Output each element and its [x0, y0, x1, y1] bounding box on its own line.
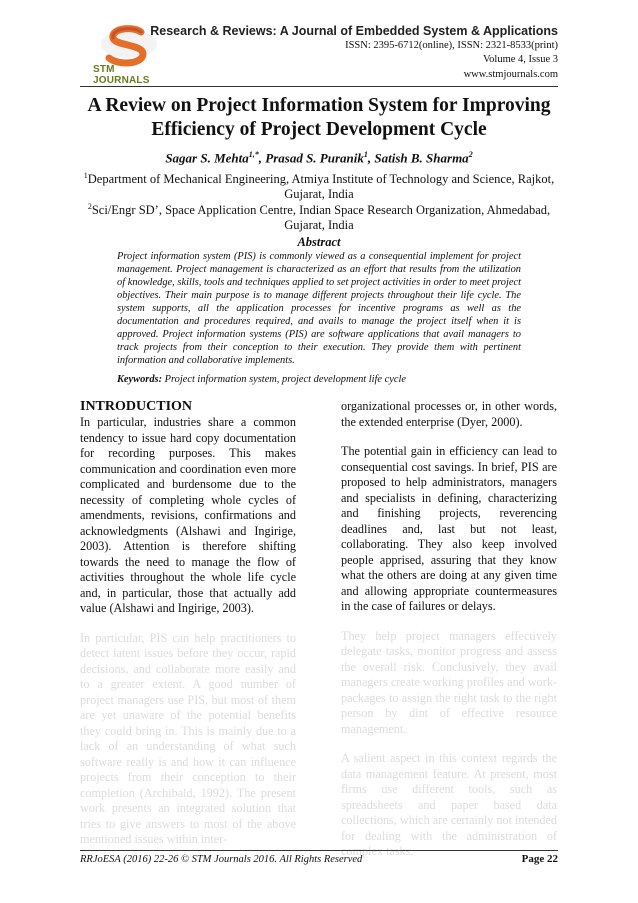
right-column [341, 399, 557, 860]
page-number: Page 22 [521, 853, 558, 865]
footer-citation: RRJoESA (2016) 22-26 © STM Journals 2016. All Rights Reserved [80, 854, 363, 865]
journal-website: www.stmjournals.com [463, 68, 558, 80]
affiliation-2-sup: 2 [87, 202, 92, 211]
authors [80, 150, 558, 166]
keywords-label: Keywords: [117, 374, 163, 385]
author-3-sup: 2 [468, 150, 473, 159]
journal-name: Research & Reviews: A Journal of Embedded System & Applications [150, 24, 558, 38]
section-heading-introduction: INTRODUCTION [80, 399, 193, 414]
logo-text: STM JOURNALS [93, 64, 150, 86]
affiliation-1-sup: 1 [83, 171, 88, 180]
abstract-heading: Abstract [297, 235, 341, 249]
author-1-sup: 1,* [248, 150, 259, 159]
abstract-text: Project information system (PIS) is commonly viewed as a consequential implement for project management. Project management is characterized as an effort that results from the utilization of knowledge, skills, tools and techniques applied to set project activities in order to meet project objectives. Their main purpose is to manage different projects throughout their life cycle. The system supports, all the application processes for incentive programs as well as the documentation and procedures required, and avails to manage the project itself when it is approved. Project information systems (PIS) are software applications that avail managers to track projects from their conception to their execution. They provide them with pertinent information and collaborative implements. [117, 251, 521, 367]
left-paragraph-2: In particular, PIS can help practitioners to detect latent issues before they occur, rapid decisions, and collaborate more easily and to a greater extent. A good number of project managers use PIS, but most of them are yet unaware of the potential benefits they could bring in. This is mainly due to a lack of an understanding of what such software really is and how it can influence projects from their conception to their completion (Archibald, 1992). The present work presents an integrated solution that tries to give answers to most of the above mentioned issues within inter- [80, 630, 296, 846]
journal-header [150, 24, 558, 82]
affiliation-1 [80, 168, 558, 202]
left-column [80, 399, 296, 848]
keywords-text: Project information system, project development life cycle [164, 374, 406, 385]
affiliation-2-text: Sci/Engr SD’, Space Application Centre, Indian Space Research Organization, Ahmedabad, Gujarat, India [91, 203, 551, 233]
right-paragraph-3: They help project managers effectively delegate tasks, monitor progress and assess the overall risk. Conclusively, they avail managers create working profiles and work-packages to assign the right task to the right person by dint of effective resource management. [341, 628, 557, 736]
left-paragraph-1: In particular, industries share a common tendency to issue hard copy documentation for recording purposes. This makes communication and coordination even more complicated and burdensome due to the necessity of completing whole cycles of amendments, revisions, confirmations and acknowledgments (Alshawi and Ingirige, 2003). Attention is therefore shifting towards the need to manage the flow of activities throughout the whole life cycle and, in particular, those that actually add value (Alshawi and Ingirige, 2003). [80, 415, 296, 615]
author-2-sup: 1 [363, 150, 368, 159]
issn: ISSN: 2395-6712(online), ISSN: 2321-8533(print) [345, 39, 558, 51]
volume-issue: Volume 4, Issue 3 [482, 54, 558, 65]
affiliation-2 [80, 199, 558, 233]
author-1: Sagar S. Mehta [165, 150, 249, 166]
author-2: , Prasad S. Puranik [258, 150, 364, 166]
right-paragraph-2: The potential gain in efficiency can lead to consequential cost savings. In brief, PIS are proposed to help administrators, managers and specialists in defining, characterizing and finishing projects, reverencing deadlines and, last but not least, collaborating. They also keep involved people apprised, assuring that they know what the others are doing at any given time and allowing appropriate countermeasures in the case of failures or delays. [341, 444, 557, 613]
paper-title [80, 94, 558, 142]
header-divider [80, 86, 558, 87]
title-line-2: Efficiency of Project Development Cycle [151, 119, 487, 140]
right-paragraph-4: A salient aspect in this context regards the data management feature. At present, most firms use different tools, such as spreadsheets and paper based data collections, which are certainly not intended for dealing with the administration of complex tasks. [341, 751, 557, 858]
title-line-1: A Review on Project Information System for Improving [87, 95, 551, 116]
affiliation-1-text: Department of Mechanical Engineering, Atmiya Institute of Technology and Science, Rajkot, Gujarat, India [87, 172, 555, 202]
right-paragraph-1: organizational processes or, in other words, the extended enterprise (Dyer, 2000). [341, 399, 557, 429]
keywords [117, 374, 521, 385]
footer-divider [80, 850, 558, 851]
author-3: , Satish B. Sharma [367, 150, 469, 166]
